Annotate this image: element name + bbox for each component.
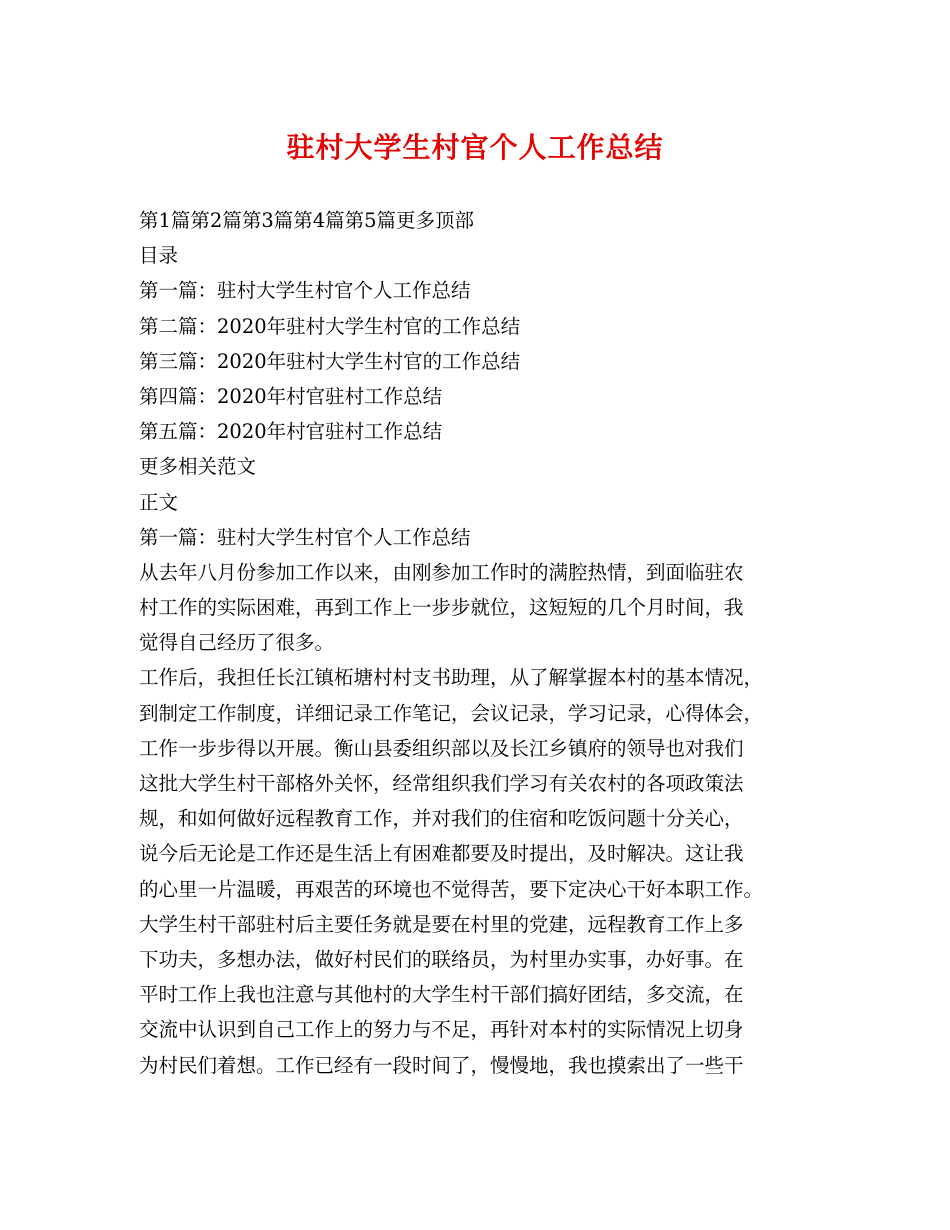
paragraph-line: 觉得自己经历了很多。 xyxy=(139,631,335,655)
more-related-link[interactable]: 更多相关范文 xyxy=(139,455,257,479)
paragraph-line: 到制定工作制度，详细记录工作笔记，会议记录，学习记录，心得体会， xyxy=(139,701,764,725)
body-heading: 正文 xyxy=(139,490,179,514)
document-body xyxy=(139,203,829,1083)
toc-item-1[interactable]: 第一篇：驻村大学生村官个人工作总结 xyxy=(139,279,471,303)
paragraph-line: 规，和如何做好远程教育工作，并对我们的住宿和吃饭问题十分关心， xyxy=(139,807,744,831)
paragraph-line: 从去年八月份参加工作以来，由刚参加工作时的满腔热情，到面临驻农 xyxy=(139,560,744,584)
toc-heading: 目录 xyxy=(139,244,179,268)
toc-item-3[interactable]: 第三篇：2020年驻村大学生村官的工作总结 xyxy=(139,349,521,373)
paragraph-line: 这批大学生村干部格外关怀，经常组织我们学习有关农村的各项政策法 xyxy=(139,772,744,795)
paragraph-line: 为村民们着想。工作已经有一段时间了，慢慢地，我也摸索出了一些干 xyxy=(139,1053,744,1077)
toc-item-5[interactable]: 第五篇：2020年村官驻村工作总结 xyxy=(139,420,443,444)
document-title: 驻村大学生村官个人工作总结 xyxy=(286,131,664,164)
toc-item-2[interactable]: 第二篇：2020年驻村大学生村官的工作总结 xyxy=(139,314,521,338)
paragraph-1 xyxy=(139,555,829,661)
section-nav-links[interactable]: 第1篇第2篇第3篇第4篇第5篇更多顶部 xyxy=(139,209,475,232)
paragraph-3 xyxy=(139,907,829,1083)
paragraph-line: 工作一步步得以开展。衡山县委组织部以及长江乡镇府的领导也对我们 xyxy=(139,736,744,760)
paragraph-line: 平时工作上我也注意与其他村的大学生村干部们搞好团结，多交流，在 xyxy=(139,983,744,1007)
toc-item-4[interactable]: 第四篇：2020年村官驻村工作总结 xyxy=(139,384,443,408)
paragraph-line: 交流中认识到自己工作上的努力与不足，再针对本村的实际情况上切身 xyxy=(139,1018,744,1042)
paragraph-line: 说今后无论是工作还是生活上有困难都要及时提出，及时解决。这让我 xyxy=(139,842,744,866)
paragraph-line: 大学生村干部驻村后主要任务就是要在村里的党建，远程教育工作上多 xyxy=(139,912,744,936)
paragraph-line: 下功夫，多想办法，做好村民们的联络员，为村里办实事，办好事。在 xyxy=(139,947,744,971)
paragraph-line: 村工作的实际困难，再到工作上一步步就位，这短短的几个月时间，我 xyxy=(139,596,744,620)
paragraph-2 xyxy=(139,660,829,906)
article-title: 第一篇：驻村大学生村官个人工作总结 xyxy=(139,525,471,549)
paragraph-line: 的心里一片温暖，再艰苦的环境也不觉得苦，要下定决心干好本职工作。 xyxy=(139,877,764,901)
paragraph-line: 工作后，我担任长江镇柘塘村村支书助理，从了解掌握本村的基本情况， xyxy=(139,666,764,690)
